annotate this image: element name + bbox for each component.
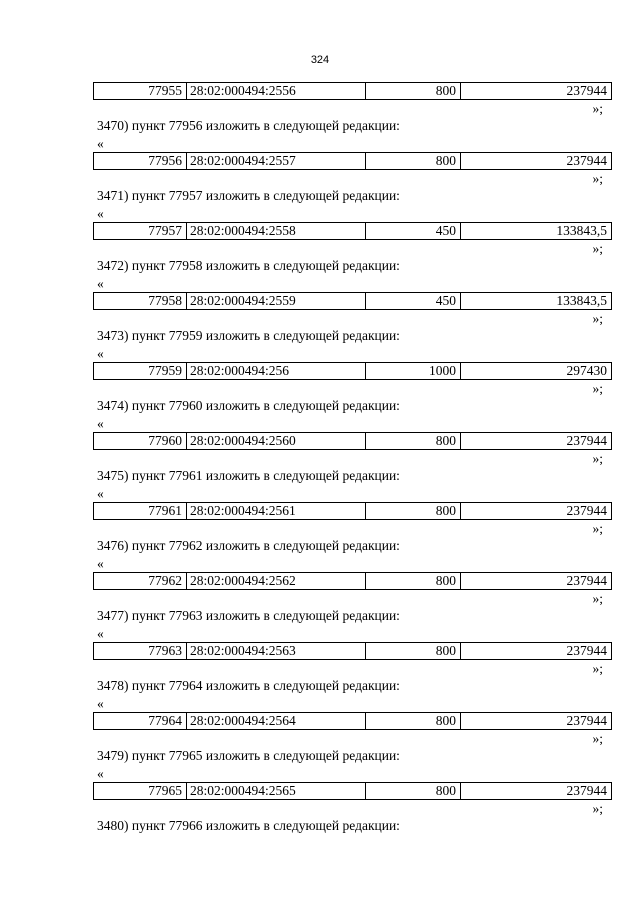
closing-quote: »;: [592, 171, 603, 186]
cadastral-number: 28:02:000494:2563: [187, 643, 366, 660]
item-number: 77955: [94, 83, 187, 100]
area-value: 800: [366, 713, 461, 730]
cadastral-number: 28:02:000494:2558: [187, 223, 366, 240]
item-number: 77965: [94, 783, 187, 800]
cadastral-number: 28:02:000494:256: [187, 363, 366, 380]
instruction-text: 3473) пункт 77959 изложить в следующей редакции:: [97, 328, 400, 343]
cadastral-number: 28:02:000494:2565: [187, 783, 366, 800]
table-row: [93, 502, 612, 520]
table-row: [93, 222, 612, 240]
instruction-text: 3478) пункт 77964 изложить в следующей редакции:: [97, 678, 400, 693]
area-value: 800: [366, 643, 461, 660]
table-row: [93, 712, 612, 730]
instruction-text: 3471) пункт 77957 изложить в следующей редакции:: [97, 188, 400, 203]
table-row: [93, 82, 612, 100]
cost-value: 237944: [461, 433, 612, 450]
closing-quote: »;: [592, 661, 603, 676]
table-row: [93, 292, 612, 310]
cadastral-number: 28:02:000494:2557: [187, 153, 366, 170]
cadastral-number: 28:02:000494:2556: [187, 83, 366, 100]
opening-quote: «: [97, 206, 104, 221]
cost-value: 237944: [461, 643, 612, 660]
area-value: 800: [366, 503, 461, 520]
closing-quote: »;: [592, 801, 603, 816]
cost-value: 237944: [461, 713, 612, 730]
item-number: 77964: [94, 713, 187, 730]
cost-value: 297430: [461, 363, 612, 380]
item-number: 77959: [94, 363, 187, 380]
instruction-text: 3480) пункт 77966 изложить в следующей редакции:: [97, 818, 400, 833]
cost-value: 133843,5: [461, 223, 612, 240]
closing-quote: »;: [592, 311, 603, 326]
item-number: 77957: [94, 223, 187, 240]
cost-value: 237944: [461, 503, 612, 520]
instruction-text: 3476) пункт 77962 изложить в следующей редакции:: [97, 538, 400, 553]
cadastral-number: 28:02:000494:2559: [187, 293, 366, 310]
opening-quote: «: [97, 346, 104, 361]
closing-quote: »;: [592, 451, 603, 466]
opening-quote: «: [97, 276, 104, 291]
item-number: 77962: [94, 573, 187, 590]
table-row: [93, 152, 612, 170]
instruction-text: 3477) пункт 77963 изложить в следующей редакции:: [97, 608, 400, 623]
cost-value: 133843,5: [461, 293, 612, 310]
item-number: 77958: [94, 293, 187, 310]
closing-quote: »;: [592, 521, 603, 536]
closing-quote: »;: [592, 591, 603, 606]
instruction-text: 3474) пункт 77960 изложить в следующей редакции:: [97, 398, 400, 413]
table-row: [93, 642, 612, 660]
item-number: 77963: [94, 643, 187, 660]
table-row: [93, 362, 612, 380]
cost-value: 237944: [461, 83, 612, 100]
area-value: 800: [366, 573, 461, 590]
instruction-text: 3472) пункт 77958 изложить в следующей редакции:: [97, 258, 400, 273]
area-value: 800: [366, 83, 461, 100]
opening-quote: «: [97, 416, 104, 431]
cadastral-number: 28:02:000494:2564: [187, 713, 366, 730]
closing-quote: »;: [592, 731, 603, 746]
area-value: 450: [366, 293, 461, 310]
page-number: 324: [310, 54, 330, 66]
opening-quote: «: [97, 486, 104, 501]
opening-quote: «: [97, 626, 104, 641]
cadastral-number: 28:02:000494:2562: [187, 573, 366, 590]
table-row: [93, 432, 612, 450]
area-value: 800: [366, 433, 461, 450]
item-number: 77961: [94, 503, 187, 520]
cost-value: 237944: [461, 153, 612, 170]
instruction-text: 3470) пункт 77956 изложить в следующей редакции:: [97, 118, 400, 133]
opening-quote: «: [97, 136, 104, 151]
cost-value: 237944: [461, 573, 612, 590]
instruction-text: 3475) пункт 77961 изложить в следующей редакции:: [97, 468, 400, 483]
item-number: 77960: [94, 433, 187, 450]
closing-quote: »;: [592, 241, 603, 256]
closing-quote: »;: [592, 381, 603, 396]
opening-quote: «: [97, 556, 104, 571]
document-body: [93, 82, 611, 835]
opening-quote: «: [97, 766, 104, 781]
area-value: 800: [366, 783, 461, 800]
item-number: 77956: [94, 153, 187, 170]
cadastral-number: 28:02:000494:2561: [187, 503, 366, 520]
area-value: 1000: [366, 363, 461, 380]
opening-quote: «: [97, 696, 104, 711]
area-value: 450: [366, 223, 461, 240]
table-row: [93, 782, 612, 800]
table-row: [93, 572, 612, 590]
instruction-text: 3479) пункт 77965 изложить в следующей редакции:: [97, 748, 400, 763]
cadastral-number: 28:02:000494:2560: [187, 433, 366, 450]
area-value: 800: [366, 153, 461, 170]
cost-value: 237944: [461, 783, 612, 800]
closing-quote: »;: [592, 101, 603, 116]
